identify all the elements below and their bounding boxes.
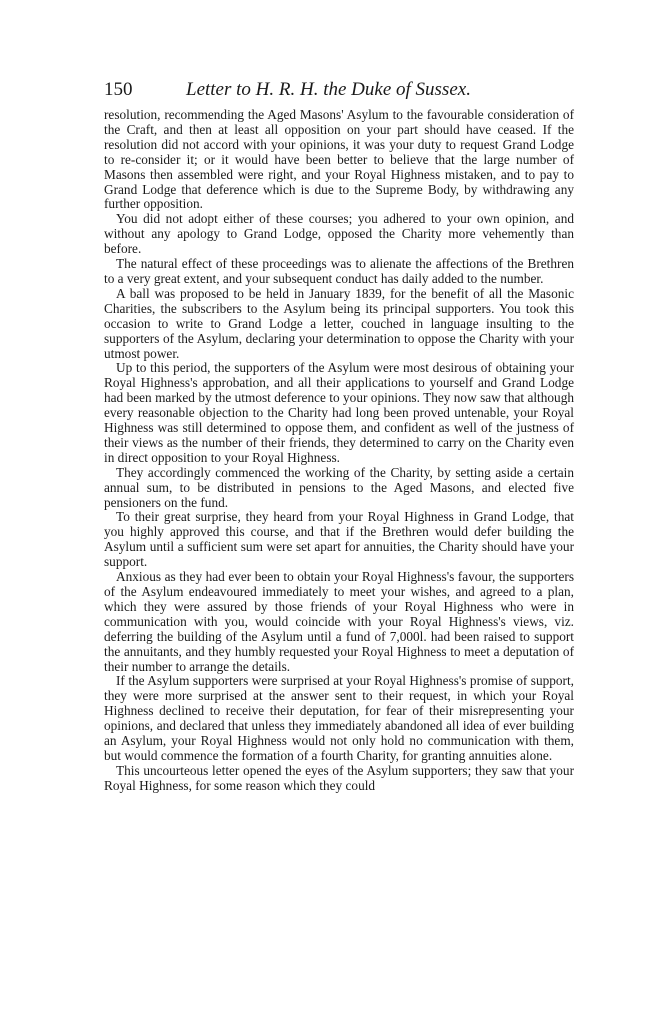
page-number: 150 (104, 79, 133, 100)
paragraph: You did not adopt either of these courses; you adhered to your own opinion, and without any apology to Grand Lodge, opposed the Charity more vehemently than before. (104, 211, 574, 257)
body-text (104, 108, 574, 794)
paragraph: To their great surprise, they heard from your Royal Highness in Grand Lodge, that you highly approved this course, and that if the Brethren would defer building the Asylum until a sufficient sum were set apart for annuities, the Charity should have your support. (104, 509, 574, 570)
paragraph: They accordingly commenced the working of the Charity, by setting aside a certain annual sum, to be distributed in pensions to the Aged Masons, and elected five pensioners on the fund. (104, 464, 574, 510)
paragraph: The natural effect of these proceedings was to alienate the affections of the Brethren to a very great extent, and your subsequent conduct has daily added to the number. (104, 256, 574, 286)
running-head (104, 76, 574, 104)
paragraph: Up to this period, the supporters of the Asylum were most desirous of obtaining your Royal Highness's approbation, and all their applications to yourself and Grand Lodge had been marked by the utmost deference to your opinions. They now saw that although every reasonable objection to the Charity had long been proved untenable, your Royal Highness was still determined to oppose them, and confident as well of the justness of their views as the number of their friends, they determined to carry on the Charity even in direct opposition to your Royal Highness. (104, 360, 574, 465)
running-title: Letter to H. R. H. the Duke of Sussex. (186, 79, 471, 100)
paragraph: This uncourteous letter opened the eyes of the Asylum supporters; they saw that your Royal Highness, for some reason which they could (104, 762, 574, 793)
paragraph: resolution, recommending the Aged Masons' Asylum to the favourable consideration of the Craft, and then at least all opposition on your part should have ceased. If the resolution did not accord with your opinions, it was your duty to request Grand Lodge to re-consider it; or it would have been better to believe that the large number of Masons then assembled were right, and your Royal Highness mistaken, and to pay to Grand Lodge that deference which is due to the Supreme Body, by withdrawing any further opposition. (104, 107, 574, 212)
paragraph: If the Asylum supporters were surprised at your Royal Highness's promise of support, they were more surprised at the answer sent to their request, in which your Royal Highness declined to receive their deputation, for fear of their misrepresenting your opinions, and declared that unless they immediately abandoned all idea of ever building an Asylum, your Royal Highness would not only hold no communication with them, but would commence the formation of a fourth Charity, for granting annuities alone. (104, 673, 574, 763)
paragraph: Anxious as they had ever been to obtain your Royal Highness's favour, the supporters of the Asylum endeavoured immediately to meet your wishes, and agreed to a plan, which they were assured by those friends of your Royal Highness who were in communication with you, would coincide with your Royal Highness's views, viz. deferring the building of the Asylum until a fund of 7,000l. had been raised to support the annuitants, and they humbly requested your Royal Highness to meet a deputation of their number to arrange the details. (104, 569, 574, 674)
paragraph: A ball was proposed to be held in January 1839, for the benefit of all the Masonic Charities, the subscribers to the Asylum being its principal supporters. You took this occasion to write to Grand Lodge a letter, couched in language insulting to the supporters of the Asylum, declaring your determination to oppose the Charity with your utmost power. (104, 285, 574, 361)
